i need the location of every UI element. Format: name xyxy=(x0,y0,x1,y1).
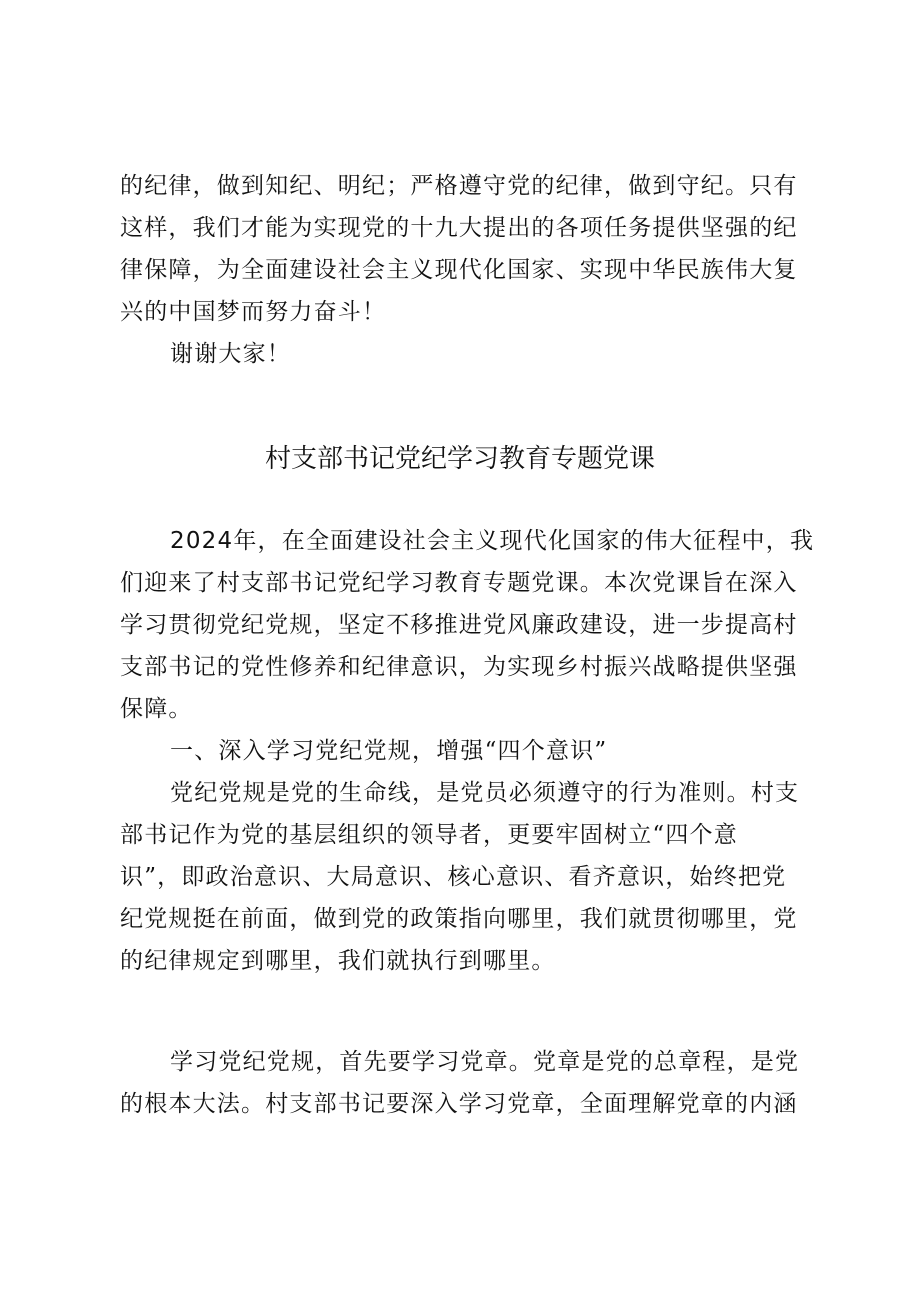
section-paragraph-line-3: 识”，即政治意识、大局意识、核心意识、看齐意识，始终把党 xyxy=(120,864,787,890)
opening-paragraph-line-3: 律保障，为全面建设社会主义现代化国家、实现中华民族伟大复 xyxy=(120,257,798,283)
intro-line-4: 支部书记的党性修养和纪律意识，为实现乡村振兴战略提供坚强 xyxy=(120,654,798,680)
section-heading: 一、深入学习党纪党规，增强“四个意识” xyxy=(170,738,608,764)
document-title: 村支部书记党纪学习教育专题党课 xyxy=(264,444,655,474)
intro-line-5: 保障。 xyxy=(120,696,193,722)
intro-year: 2024 xyxy=(170,528,234,554)
section-paragraph-line-2: 部书记作为党的基层组织的领导者，更要牢固树立“四个意 xyxy=(120,822,738,848)
section-paragraph-line-5: 的纪律规定到哪里，我们就执行到哪里。 xyxy=(120,948,556,974)
intro-line-3: 学习贯彻党纪党规，坚定不移推进党风廉政建设，进一步提高村 xyxy=(120,612,798,638)
section-paragraph-line-1: 党纪党规是党的生命线，是党员必须遵守的行为准则。村支 xyxy=(170,780,800,806)
closing-paragraph-line-1: 学习党纪党规，首先要学习党章。党章是党的总章程，是党 xyxy=(170,1049,800,1075)
intro-line-1 xyxy=(170,526,815,556)
opening-paragraph-line-1: 的纪律，做到知纪、明纪；严格遵守党的纪律，做到守纪。只有 xyxy=(120,173,798,199)
intro-line-2: 们迎来了村支部书记党纪学习教育专题党课。本次党课旨在深入 xyxy=(120,570,798,596)
opening-paragraph-line-4: 兴的中国梦而努力奋斗！ xyxy=(120,299,387,325)
section-paragraph-line-4: 纪党规挺在前面，做到党的政策指向哪里，我们就贯彻哪里，党 xyxy=(120,906,798,932)
closing-paragraph-line-2: 的根本大法。村支部书记要深入学习党章，全面理解党章的内涵 xyxy=(120,1091,798,1117)
thanks-line: 谢谢大家！ xyxy=(170,341,291,367)
opening-paragraph-line-2: 这样，我们才能为实现党的十九大提出的各项任务提供坚强的纪 xyxy=(120,215,798,241)
intro-line-1-text: 年，在全面建设社会主义现代化国家的伟大征程中，我 xyxy=(233,528,815,554)
